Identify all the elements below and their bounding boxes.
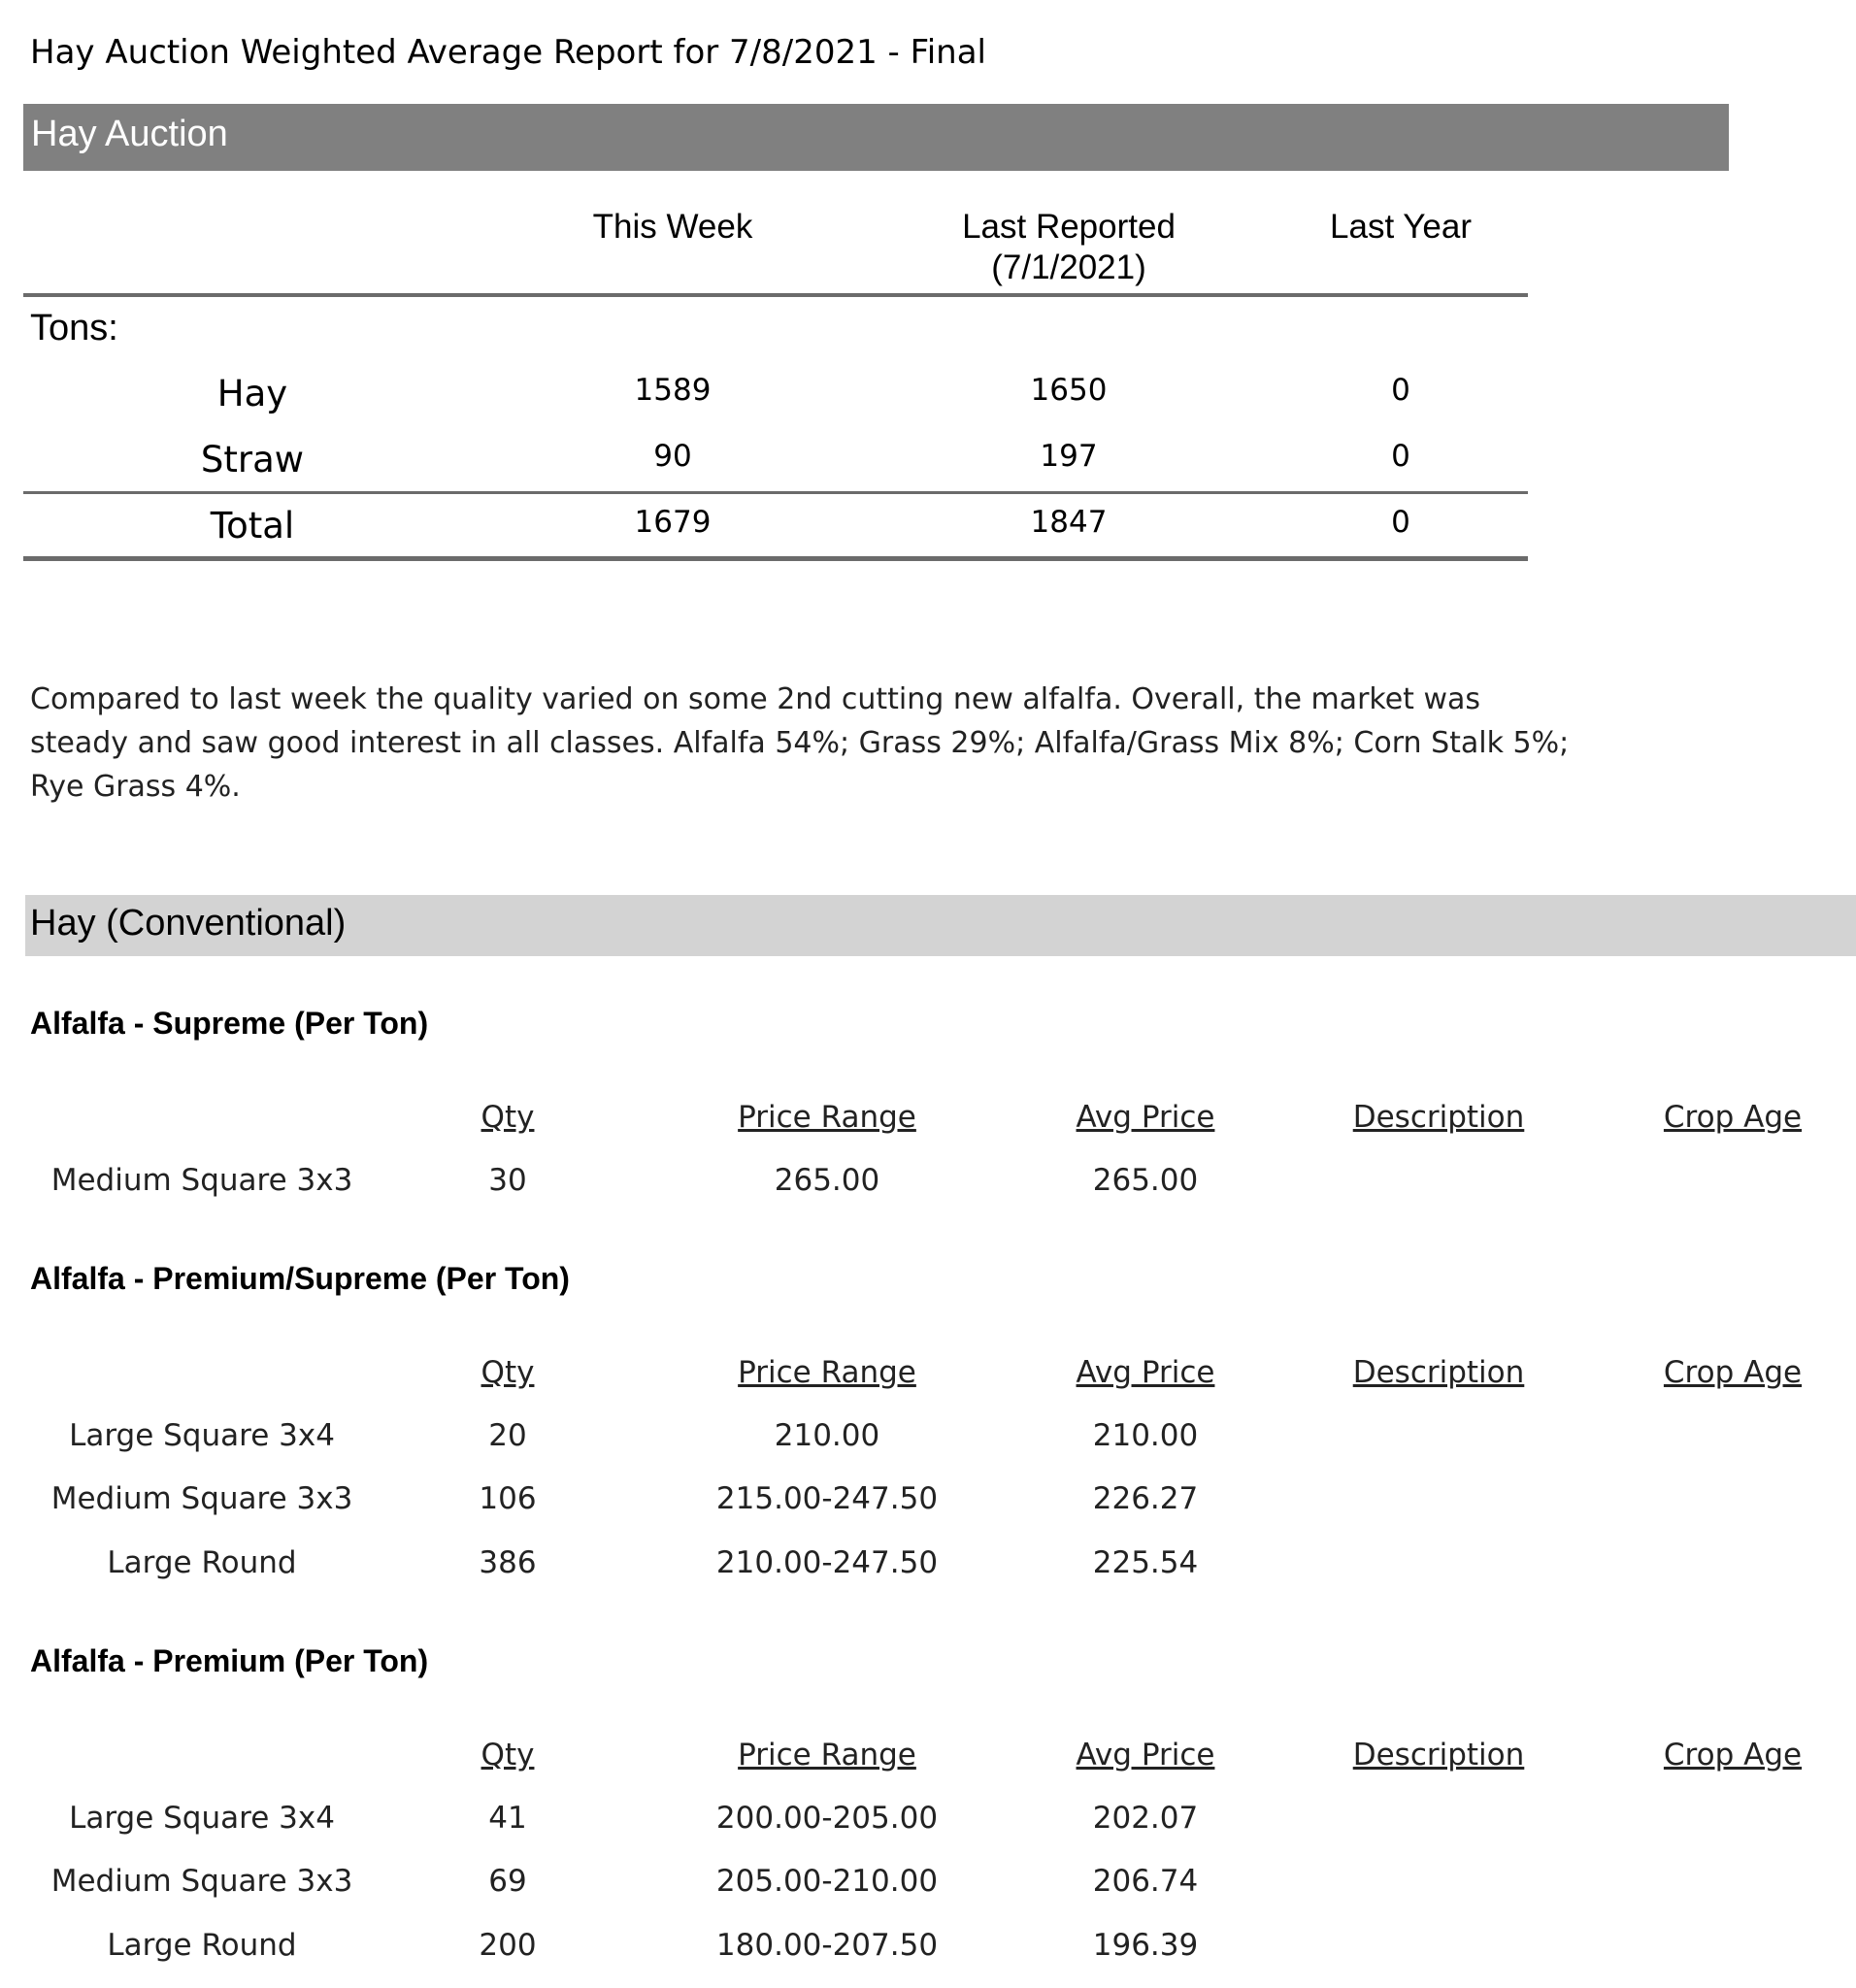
th-price-range: Price Range xyxy=(738,1355,916,1390)
row-label-hay: Hay xyxy=(216,373,288,414)
hay-auction-banner xyxy=(23,104,1729,171)
section-title-premium-supreme: Alfalfa - Premium/Supreme (Per Ton) xyxy=(30,1261,570,1296)
table-row-label: Large Square 3x4 xyxy=(69,1801,335,1836)
table-cell-avg-price: 202.07 xyxy=(1092,1801,1199,1836)
th-crop-age: Crop Age xyxy=(1663,1738,1803,1773)
table-cell-avg-price: 210.00 xyxy=(1092,1418,1199,1453)
th-qty: Qty xyxy=(481,1355,535,1390)
cell-straw-last-year: 0 xyxy=(1391,439,1410,474)
th-price-range: Price Range xyxy=(738,1738,916,1773)
th-description: Description xyxy=(1352,1355,1525,1390)
col-head-last-reported-date: (7/1/2021) xyxy=(991,248,1146,286)
table-cell-price-range: 210.00-247.50 xyxy=(715,1545,939,1580)
th-price-range: Price Range xyxy=(738,1100,916,1135)
table-cell-qty: 386 xyxy=(479,1545,537,1580)
cell-straw-this-week: 90 xyxy=(653,439,692,474)
table-cell-avg-price: 196.39 xyxy=(1092,1928,1199,1963)
section-title-premium: Alfalfa - Premium (Per Ton) xyxy=(30,1643,429,1678)
table-cell-qty: 30 xyxy=(488,1163,527,1198)
cell-total-last-year: 0 xyxy=(1391,505,1410,540)
table-row-label: Medium Square 3x3 xyxy=(50,1864,353,1899)
table-row-label: Medium Square 3x3 xyxy=(50,1481,353,1516)
tons-label: Tons: xyxy=(30,308,118,348)
table-cell-avg-price: 225.54 xyxy=(1092,1545,1199,1580)
table-cell-avg-price: 226.27 xyxy=(1092,1481,1199,1516)
table-cell-qty: 69 xyxy=(488,1864,527,1899)
row-label-straw: Straw xyxy=(200,439,305,480)
th-description: Description xyxy=(1352,1738,1525,1773)
table-row-label: Large Square 3x4 xyxy=(69,1418,335,1453)
section-title-supreme: Alfalfa - Supreme (Per Ton) xyxy=(30,1006,429,1041)
col-head-this-week: This Week xyxy=(592,208,753,246)
report-title: Hay Auction Weighted Average Report for 7/8/2021 - Final xyxy=(30,33,986,72)
cell-straw-last-reported: 197 xyxy=(1040,439,1098,474)
table-cell-qty: 106 xyxy=(479,1481,537,1516)
table-row-label: Large Round xyxy=(107,1545,297,1580)
cell-hay-this-week: 1589 xyxy=(634,373,712,408)
table-cell-price-range: 265.00 xyxy=(774,1163,880,1198)
header-divider xyxy=(23,293,1528,297)
table-cell-qty: 41 xyxy=(488,1801,527,1836)
cell-hay-last-year: 0 xyxy=(1391,373,1410,408)
th-qty: Qty xyxy=(481,1100,535,1135)
table-cell-price-range: 205.00-210.00 xyxy=(715,1864,939,1899)
col-head-last-year: Last Year xyxy=(1330,208,1472,246)
col-head-last-reported: Last Reported xyxy=(962,208,1176,246)
conventional-banner-label: Hay (Conventional) xyxy=(30,903,347,944)
th-crop-age: Crop Age xyxy=(1663,1100,1803,1135)
table-cell-price-range: 215.00-247.50 xyxy=(715,1481,939,1516)
conventional-banner xyxy=(25,895,1856,956)
table-bottom-rule xyxy=(23,556,1528,561)
cell-total-last-reported: 1847 xyxy=(1030,505,1108,540)
table-cell-qty: 200 xyxy=(479,1928,537,1963)
th-avg-price: Avg Price xyxy=(1076,1738,1215,1773)
table-cell-price-range: 210.00 xyxy=(774,1418,880,1453)
th-avg-price: Avg Price xyxy=(1076,1100,1215,1135)
th-description: Description xyxy=(1352,1100,1525,1135)
table-cell-avg-price: 265.00 xyxy=(1092,1163,1199,1198)
table-row-label: Large Round xyxy=(107,1928,297,1963)
table-cell-price-range: 200.00-205.00 xyxy=(715,1801,939,1836)
hay-auction-banner-label: Hay Auction xyxy=(31,114,228,154)
cell-total-this-week: 1679 xyxy=(634,505,712,540)
th-avg-price: Avg Price xyxy=(1076,1355,1215,1390)
market-narrative: Compared to last week the quality varied on some 2nd cutting new alfalfa. Overall, the market was steady and saw good interest in all classes. Alfalfa 54%; Grass 29%; Alfalfa/Grass Mix 8%; Corn Stalk 5%; Rye Grass 4%. xyxy=(30,682,1570,804)
th-crop-age: Crop Age xyxy=(1663,1355,1803,1390)
th-qty: Qty xyxy=(481,1738,535,1773)
row-label-total: Total xyxy=(210,505,295,547)
table-row-label: Medium Square 3x3 xyxy=(50,1163,353,1198)
cell-hay-last-reported: 1650 xyxy=(1030,373,1108,408)
table-cell-price-range: 180.00-207.50 xyxy=(715,1928,939,1963)
total-divider xyxy=(23,491,1528,494)
table-cell-qty: 20 xyxy=(488,1418,527,1453)
table-cell-avg-price: 206.74 xyxy=(1092,1864,1199,1899)
